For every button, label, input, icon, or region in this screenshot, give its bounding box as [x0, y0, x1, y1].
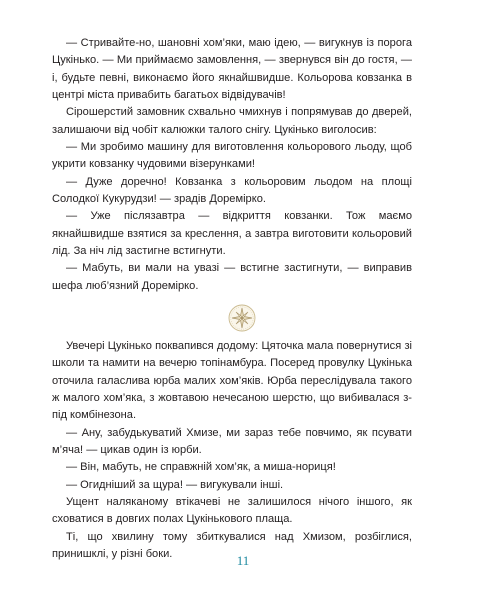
paragraph: — Він, мабуть, не справжній хом’як, а миша-нориця! [66, 461, 336, 474]
paragraph: Увечері Цукінько поквапився додому: Цяточка мала повернутися зі школи та намити на вечерю топінамбура. Посеред провулку Цукінька оточила галаслива юрба малих хом’яків. Юрба переслідувала такого ж малого хом’яка, з жовтавою нечесаною шерстю, що вибивалася з-під комбінезона. [52, 340, 412, 422]
paragraph: — Огидніший за щура! — вигукували інші. [66, 478, 284, 491]
paragraph: Ті, що хвилину тому збиткувалися над Хмизом, розбіглися, принишклі, у різні боки. [52, 530, 412, 561]
text-block-top [52, 35, 412, 295]
paragraph: Ущент наляканому втікачеві не залишилося нічого іншого, як сховатися в довгих полах Цукінькового плаща. [52, 496, 412, 526]
text-block-bottom [52, 338, 412, 563]
paragraph: — Мабуть, ви мали на увазі — встигне застигнути, — виправив шефа люб’язний Доремірко. [52, 262, 412, 292]
paragraph: — Стривайте-но, шановні хом’яки, маю ідею, — вигукнув із порога Цукінько. — Ми приймаємо замовлення, — звернувся він до гостя, — і, будьте певні, виконаємо його якнайшвидше. Кольорова ковзанка в центрі міста привабить багатьох відвідувачів! [52, 37, 412, 102]
paragraph: — Дуже доречно! Ковзанка з кольоровим льодом на площі Солодкої Кукурудзи! — зрадів Доремірко. [52, 175, 412, 206]
paragraph: — Уже післязавтра — відкриття ковзанки. Тож маємо якнайшвидше взятися за креслення, а завтра виготовити кольоровий лід. За ніч лід застигне встигнути. [52, 210, 412, 258]
compass-rose-icon [227, 303, 257, 333]
paragraph: — Ми зробимо машину для виготовлення кольорового льоду, щоб укрити ковзанку чудовими візерунками! [52, 141, 412, 171]
page-number: 11 [236, 553, 250, 568]
paragraph: — Ану, забудькуватий Хмизе, ми зараз тебе повчимо, як псувати м’яча! — цикав один із юрби. [52, 426, 412, 457]
paragraph: Сірошерстий замовник схвально чмихнув і попрямував до дверей, залишаючи від чобіт калюжки талого снігу. Цукінько виголосив: [52, 106, 412, 136]
